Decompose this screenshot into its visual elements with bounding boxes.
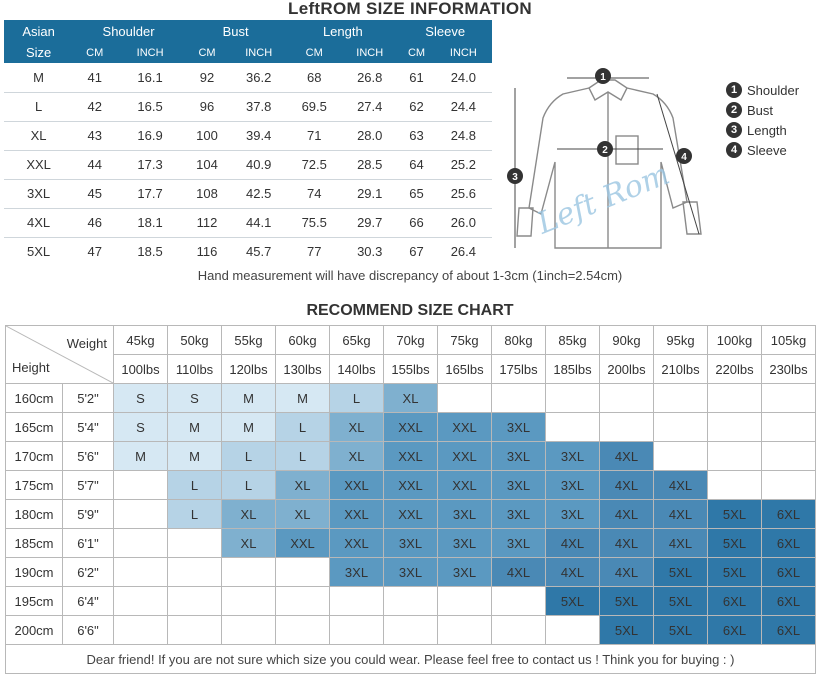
legend-item-length	[726, 120, 799, 140]
height-cm: 190cm	[6, 558, 63, 587]
measure-cell: 16.9	[116, 121, 184, 150]
size-recommendation: XXL	[384, 471, 438, 500]
table-row	[6, 442, 816, 471]
size-recommendation: XL	[222, 500, 276, 529]
size-recommendation: XXL	[384, 442, 438, 471]
size-recommendation	[114, 471, 168, 500]
measure-cell: 42.5	[230, 179, 287, 208]
size-recommendation: L	[276, 413, 330, 442]
table-row	[4, 237, 492, 266]
size-recommendation: 3XL	[492, 529, 546, 558]
size-recommendation	[438, 587, 492, 616]
size-recommendation: S	[114, 413, 168, 442]
marker-3: 3	[512, 172, 518, 183]
height-cm: 160cm	[6, 384, 63, 413]
legend-num: 2	[726, 102, 742, 118]
measure-cell: 17.3	[116, 150, 184, 179]
weight-kg-header: 50kg	[168, 326, 222, 355]
size-recommendation	[654, 384, 708, 413]
height-ft: 5'4"	[63, 413, 114, 442]
weight-kg-header: 95kg	[654, 326, 708, 355]
measure-cell: 116	[196, 244, 218, 260]
size-recommendation	[168, 587, 222, 616]
size-info-table	[4, 20, 492, 266]
legend-num: 4	[726, 142, 742, 158]
size-recommendation	[546, 384, 600, 413]
height-ft: 6'1"	[63, 529, 114, 558]
size-recommendation	[222, 616, 276, 645]
weight-kg-header: 85kg	[546, 326, 600, 355]
size-recommendation: XL	[384, 384, 438, 413]
table-row	[6, 413, 816, 442]
measure-cell: 18.5	[137, 244, 163, 260]
weight-lbs-header: 230lbs	[762, 355, 816, 384]
size-cell: L	[4, 92, 73, 121]
measure-cell: 24.8	[435, 121, 492, 150]
height-cm: 175cm	[6, 471, 63, 500]
measure-cell: 28.0	[341, 121, 398, 150]
size-recommendation	[492, 384, 546, 413]
legend-label: Sleeve	[747, 142, 787, 158]
measure-cell: 37.8	[230, 92, 287, 121]
measure-cell: 17.7	[116, 179, 184, 208]
size-recommendation	[546, 413, 600, 442]
weight-lbs-header: 140lbs	[330, 355, 384, 384]
size-recommendation: XXL	[330, 529, 384, 558]
size-recommendation: 3XL	[438, 500, 492, 529]
size-recommendation: M	[114, 442, 168, 471]
size-recommendation	[330, 587, 384, 616]
size-recommendation: 3XL	[384, 558, 438, 587]
measure-cell: 65	[398, 179, 434, 208]
measure-cell: 45	[73, 179, 116, 208]
measure-cell: 40.9	[230, 150, 287, 179]
size-recommendation: 4XL	[600, 442, 654, 471]
size-recommendation: 5XL	[600, 587, 654, 616]
measure-cell: 72.5	[287, 150, 341, 179]
measure-cell: 25.2	[435, 150, 492, 179]
size-recommendation: 3XL	[330, 558, 384, 587]
weight-kg-header: 65kg	[330, 326, 384, 355]
size-recommendation: M	[222, 384, 276, 413]
size-recommendation	[654, 413, 708, 442]
size-recommendation	[114, 529, 168, 558]
measure-cell: 67	[409, 244, 424, 260]
size-recommendation: 6XL	[708, 587, 762, 616]
size-recommendation: 5XL	[708, 529, 762, 558]
measure-cell: 24.4	[435, 92, 492, 121]
size-recommendation: 6XL	[708, 616, 762, 645]
size-recommendation: 4XL	[492, 558, 546, 587]
size-recommendation	[654, 442, 708, 471]
weight-lbs-header: 155lbs	[384, 355, 438, 384]
legend-num: 3	[726, 122, 742, 138]
measure-cell: 24.0	[435, 63, 492, 92]
unit-inch: INCH	[341, 42, 398, 63]
size-cell: 3XL	[4, 179, 73, 208]
size-recommendation	[708, 413, 762, 442]
size-recommendation: M	[276, 384, 330, 413]
size-recommendation: 4XL	[600, 529, 654, 558]
header-asian: Asian	[4, 20, 73, 42]
height-ft: 5'6"	[63, 442, 114, 471]
size-recommendation: 4XL	[654, 471, 708, 500]
measure-cell: 42	[73, 92, 116, 121]
size-recommendation: L	[168, 500, 222, 529]
weight-lbs-header: 200lbs	[600, 355, 654, 384]
weight-kg-header: 55kg	[222, 326, 276, 355]
table-row	[6, 384, 816, 413]
measure-cell: 68	[287, 63, 341, 92]
size-recommendation	[546, 616, 600, 645]
size-recommendation: XL	[276, 471, 330, 500]
size-recommendation: 3XL	[384, 529, 438, 558]
size-recommendation: XL	[330, 413, 384, 442]
legend-num: 1	[726, 82, 742, 98]
size-recommendation	[762, 384, 816, 413]
table-row	[4, 179, 492, 208]
unit-inch: INCH	[230, 42, 287, 63]
size-recommendation: L	[276, 442, 330, 471]
size-recommendation	[708, 384, 762, 413]
height-ft: 6'4"	[63, 587, 114, 616]
weight-kg-header: 80kg	[492, 326, 546, 355]
height-ft: 5'2"	[63, 384, 114, 413]
measure-cell: 46	[73, 208, 116, 237]
size-recommendation: M	[168, 413, 222, 442]
table-row	[4, 63, 492, 92]
size-recommendation: S	[168, 384, 222, 413]
weight-kg-header: 45kg	[114, 326, 168, 355]
weight-kg-header: 100kg	[708, 326, 762, 355]
size-recommendation	[222, 587, 276, 616]
measure-cell: 64	[398, 150, 434, 179]
measurement-note: Hand measurement will have discrepancy of about 1-3cm (1inch=2.54cm)	[197, 268, 623, 283]
size-recommendation: XXL	[438, 471, 492, 500]
size-recommendation: 5XL	[654, 587, 708, 616]
size-recommendation	[114, 587, 168, 616]
size-recommendation: XXL	[384, 413, 438, 442]
measure-cell: 77	[306, 244, 322, 260]
weight-kg-header: 70kg	[384, 326, 438, 355]
marker-1: 1	[600, 72, 606, 83]
unit-cm: CM	[73, 42, 116, 63]
height-ft: 6'2"	[63, 558, 114, 587]
weight-lbs-header: 220lbs	[708, 355, 762, 384]
measurement-legend	[726, 80, 799, 160]
legend-label: Bust	[747, 102, 774, 118]
size-recommendation: XL	[330, 442, 384, 471]
size-recommendation: XXL	[276, 529, 330, 558]
table-row	[6, 529, 816, 558]
unit-cm: CM	[287, 42, 341, 63]
size-recommendation	[276, 587, 330, 616]
weight-lbs-header: 110lbs	[168, 355, 222, 384]
legend-label: Length	[747, 122, 787, 138]
measure-cell: 66	[398, 208, 434, 237]
height-label: Height	[12, 360, 50, 375]
size-recommendation: 3XL	[492, 442, 546, 471]
table-row	[6, 471, 816, 500]
size-recommendation: 3XL	[492, 500, 546, 529]
size-recommendation: XL	[222, 529, 276, 558]
height-cm: 180cm	[6, 500, 63, 529]
height-ft: 5'9"	[63, 500, 114, 529]
size-recommendation	[438, 616, 492, 645]
measure-cell: 71	[287, 121, 341, 150]
size-cell: M	[4, 63, 73, 92]
size-recommendation	[114, 500, 168, 529]
size-recommendation: XXL	[330, 500, 384, 529]
table-row	[4, 208, 492, 237]
measure-cell: 30.3	[357, 244, 383, 260]
size-recommendation: 3XL	[438, 529, 492, 558]
legend-item-shoulder	[726, 80, 799, 100]
measure-cell: 26.8	[341, 63, 398, 92]
table-row	[4, 92, 492, 121]
size-cell: 4XL	[4, 208, 73, 237]
header-length: Length	[287, 20, 398, 42]
size-recommendation: 3XL	[546, 442, 600, 471]
weight-lbs-header: 185lbs	[546, 355, 600, 384]
size-recommendation: 4XL	[654, 529, 708, 558]
header-shoulder: Shoulder	[73, 20, 184, 42]
measure-cell: 25.6	[435, 179, 492, 208]
weight-kg-header: 90kg	[600, 326, 654, 355]
measure-cell: 61	[398, 63, 434, 92]
measure-cell: 43	[73, 121, 116, 150]
weight-lbs-header: 100lbs	[114, 355, 168, 384]
size-recommendation	[600, 384, 654, 413]
size-recommendation: 4XL	[546, 558, 600, 587]
table-row	[6, 587, 816, 616]
table-row	[6, 500, 816, 529]
measure-cell: 29.1	[341, 179, 398, 208]
measure-cell: 63	[398, 121, 434, 150]
header-bust: Bust	[184, 20, 287, 42]
recommend-title: RECOMMEND SIZE CHART	[306, 302, 514, 319]
measure-cell: 75.5	[287, 208, 341, 237]
measure-cell: 69.5	[287, 92, 341, 121]
measure-cell: 108	[184, 179, 230, 208]
size-recommendation: 5XL	[654, 616, 708, 645]
size-recommendation	[708, 442, 762, 471]
weight-lbs-header: 120lbs	[222, 355, 276, 384]
weight-kg-header: 105kg	[762, 326, 816, 355]
size-recommendation: 5XL	[708, 558, 762, 587]
height-cm: 170cm	[6, 442, 63, 471]
size-recommendation: 6XL	[762, 587, 816, 616]
table-row	[4, 121, 492, 150]
height-ft: 6'6"	[63, 616, 114, 645]
size-recommendation	[762, 442, 816, 471]
diagram-watermark: Left Rom	[532, 156, 675, 242]
size-recommendation	[168, 558, 222, 587]
size-recommendation: 6XL	[762, 529, 816, 558]
size-recommendation: 5XL	[600, 616, 654, 645]
measure-cell: 96	[184, 92, 230, 121]
height-cm: 185cm	[6, 529, 63, 558]
size-recommendation: XXL	[330, 471, 384, 500]
size-recommendation: XL	[276, 500, 330, 529]
table-row	[6, 558, 816, 587]
height-cm: 200cm	[6, 616, 63, 645]
measure-cell: 44.1	[230, 208, 287, 237]
measure-cell: 45.7	[246, 244, 272, 260]
weight-lbs-header: 175lbs	[492, 355, 546, 384]
measure-cell: 41	[73, 63, 116, 92]
size-recommendation	[384, 616, 438, 645]
size-cell: 5XL	[27, 244, 51, 260]
size-recommendation	[438, 384, 492, 413]
measure-cell: 104	[184, 150, 230, 179]
unit-cm: CM	[398, 42, 434, 63]
measure-cell: 100	[184, 121, 230, 150]
measure-cell: 27.4	[341, 92, 398, 121]
size-recommendation: 3XL	[438, 558, 492, 587]
shirt-diagram	[497, 58, 717, 258]
weight-label: Weight	[66, 336, 107, 351]
measure-cell: 44	[73, 150, 116, 179]
measure-cell: 112	[184, 208, 230, 237]
size-recommendation: L	[222, 442, 276, 471]
measure-cell: 36.2	[230, 63, 287, 92]
size-cell: XXL	[4, 150, 73, 179]
weight-lbs-header: 165lbs	[438, 355, 492, 384]
legend-label: Shoulder	[747, 82, 800, 98]
size-recommendation: L	[168, 471, 222, 500]
measure-cell: 26.0	[435, 208, 492, 237]
size-recommendation: 3XL	[492, 413, 546, 442]
table-row	[4, 150, 492, 179]
size-recommendation: 3XL	[546, 471, 600, 500]
size-recommendation: 4XL	[600, 471, 654, 500]
size-recommendation	[276, 616, 330, 645]
weight-kg-header: 75kg	[438, 326, 492, 355]
measure-cell: 62	[398, 92, 434, 121]
recommend-size-table	[5, 325, 816, 674]
size-recommendation: L	[222, 471, 276, 500]
footer-message: Dear friend! If you are not sure which size you could wear. Please feel free to contact us ! Think you for buying : )	[6, 645, 816, 674]
size-recommendation: M	[168, 442, 222, 471]
weight-lbs-header: 130lbs	[276, 355, 330, 384]
table-row	[6, 616, 816, 645]
size-recommendation: 3XL	[492, 471, 546, 500]
size-recommendation: 5XL	[654, 558, 708, 587]
size-recommendation: 4XL	[546, 529, 600, 558]
unit-inch: INCH	[435, 42, 492, 63]
unit-cm: CM	[184, 42, 230, 63]
measure-cell: 74	[287, 179, 341, 208]
weight-lbs-header: 210lbs	[654, 355, 708, 384]
size-recommendation	[600, 413, 654, 442]
header-size: Size	[4, 42, 73, 63]
measure-cell: 28.5	[341, 150, 398, 179]
measure-cell: 47	[87, 244, 102, 260]
size-recommendation	[222, 558, 276, 587]
size-recommendation: XXL	[384, 500, 438, 529]
size-recommendation	[330, 616, 384, 645]
measure-cell: 26.4	[450, 244, 477, 260]
size-recommendation: L	[330, 384, 384, 413]
marker-4: 4	[681, 152, 687, 163]
size-recommendation: XXL	[438, 442, 492, 471]
size-recommendation	[492, 587, 546, 616]
size-recommendation: 6XL	[762, 500, 816, 529]
size-recommendation: 3XL	[546, 500, 600, 529]
weight-kg-header: 60kg	[276, 326, 330, 355]
table-corner	[6, 326, 114, 384]
height-ft: 5'7"	[63, 471, 114, 500]
size-recommendation	[492, 616, 546, 645]
unit-inch: INCH	[116, 42, 184, 63]
size-recommendation: M	[222, 413, 276, 442]
legend-item-bust	[726, 100, 799, 120]
legend-item-sleeve	[726, 140, 799, 160]
height-cm: 165cm	[6, 413, 63, 442]
size-recommendation	[168, 616, 222, 645]
size-recommendation: 4XL	[600, 558, 654, 587]
size-recommendation: XXL	[438, 413, 492, 442]
measure-cell: 16.1	[116, 63, 184, 92]
size-recommendation: S	[114, 384, 168, 413]
size-recommendation	[708, 471, 762, 500]
size-info-title: LeftROM SIZE INFORMATION	[288, 0, 532, 18]
measure-cell: 18.1	[116, 208, 184, 237]
measure-cell: 92	[184, 63, 230, 92]
size-recommendation: 5XL	[546, 587, 600, 616]
size-recommendation: 5XL	[708, 500, 762, 529]
size-recommendation	[168, 529, 222, 558]
size-recommendation	[276, 558, 330, 587]
measure-cell: 39.4	[230, 121, 287, 150]
size-recommendation: 4XL	[654, 500, 708, 529]
size-recommendation	[114, 558, 168, 587]
size-recommendation	[762, 471, 816, 500]
size-recommendation: 6XL	[762, 616, 816, 645]
measure-cell: 16.5	[116, 92, 184, 121]
size-recommendation	[384, 587, 438, 616]
header-sleeve: Sleeve	[398, 20, 492, 42]
size-recommendation	[114, 616, 168, 645]
size-recommendation: 4XL	[600, 500, 654, 529]
size-recommendation: 6XL	[762, 558, 816, 587]
height-cm: 195cm	[6, 587, 63, 616]
measure-cell: 29.7	[341, 208, 398, 237]
marker-2: 2	[602, 145, 608, 156]
size-cell: XL	[4, 121, 73, 150]
size-recommendation	[762, 413, 816, 442]
